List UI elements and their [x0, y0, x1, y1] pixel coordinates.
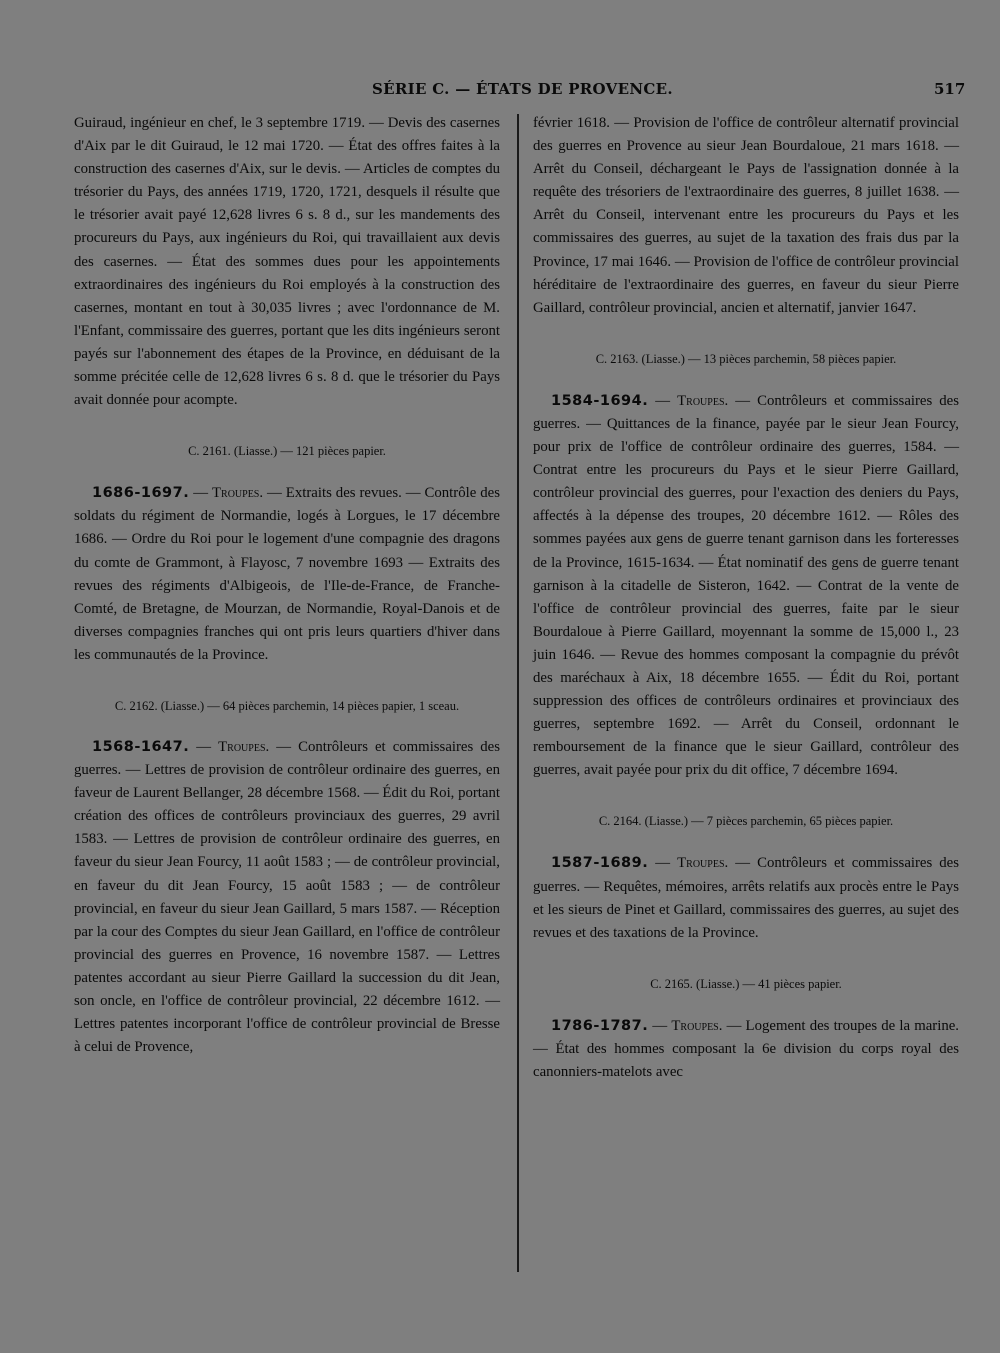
- continuation-paragraph: février 1618. — Provision de l'office de contrôleur alternatif provincial des guerres en Provence au sieur Jean Bourdaloue, 21 mars 1618. — Arrêt du Conseil, déchargeant le Pays de l'assignation donnée à la requête des trésoriers de l'extraordinaire des guerres, 8 juillet 1638. — Arrêt du Conseil, intervenant entre les procureurs du Pays et les commissaires des guerres, au sujet de la taxation des frais dus par la Province, 17 mai 1646. — Provision de l'office de contrôleur provincial héréditaire de l'extraordinaire des guerres, en faveur du sieur Pierre Gaillard, contrôleur provincial, ancien et alternatif, janvier 1647.: [533, 115, 959, 316]
- entry-text: — Contrôleurs et commissaires des guerres. — Requêtes, mémoires, arrêts relatifs aux procès entre le Pays et les sieurs de Pinet et Gaillard, commissaires des guerres, au sujet des revues et des taxations de la Province.: [533, 855, 960, 941]
- entry-date: 1587-1689.: [551, 855, 649, 872]
- continuation-paragraph: Guiraud, ingénieur en chef, le 3 septembre 1719. — Devis des casernes d'Aix par le dit Guiraud, le 12 mai 1720. — État des offres faites à la construction des casernes d'Aix, sur le devis. — Articles de comptes du trésorier du Pays, des années 1719, 1720, 1721, desquels il résulte que le trésorier avait payé 12,628 livres 6 s. 8 d., sur les mandements des procureurs du Pays, aux ingénieurs du Roi, qui travaillaient aux devis des casernes. — État des sommes dues pour les appointements extraordinaires des ingénieurs du Roi employés à la construction des casernes, montant en tout à 30,035 livres ; avec l'ordonnance de M. l'Enfant, commissaire des guerres, portant que les dits ingénieurs seront payés sur l'abonnement des étapes de la Province, en déduisant de la somme précitée celle de 12,628 livres 6 s. 8 d. que le trésorier du Pays avait donnée pour acompte.: [74, 115, 500, 409]
- running-title: SÉRIE C. — ÉTATS DE PROVENCE.: [372, 80, 673, 98]
- entry-rubric: Troupes.: [677, 392, 729, 409]
- entry-rubric: Troupes.: [211, 485, 264, 502]
- entry-paragraph: 1686-1697. — Troupes. — Extraits des revues. — Contrôle des soldats du régiment de Normandie, logés à Lorgues, le 17 décembre 1686. — Ordre du Roi pour le logement d'une compagnie des dragons du comte de Grammont, à Flayosc, 7 novembre 1693 — Extraits des revues des régiments d'Albigeois, de l'Ile-de-France, de Franche-Comté, de Bretagne, de Mourzan, de Normandie, Royal-Danois et de diverses compagnies franches qui ont pris leurs quartiers d'hiver dans les communautés de la Province.: [74, 485, 500, 663]
- entry-rubric: Troupes.: [677, 855, 729, 872]
- right-column: [533, 112, 959, 1084]
- entry-meta: C. 2163. (Liasse.) — 13 pièces parchemin, 58 pièces papier.: [595, 351, 897, 366]
- entry-date: 1568-1647.: [92, 738, 190, 755]
- entry-meta: C. 2162. (Liasse.) — 64 pièces parchemin, 14 pièces papier, 1 sceau.: [114, 698, 460, 713]
- entry-date: 1584-1694.: [551, 392, 649, 409]
- entry-rubric: Troupes.: [218, 738, 270, 755]
- entry-date: 1686-1697.: [92, 485, 190, 502]
- page-header: [0, 80, 1000, 104]
- entry-paragraph: 1587-1689. — Troupes. — Contrôleurs et commissaires des guerres. — Requêtes, mémoires, arrêts relatifs aux procès entre le Pays et les sieurs de Pinet et Gaillard, commissaires des guerres, au sujet des revues et des taxations de la Province.: [533, 855, 960, 941]
- entry-meta: C. 2165. (Liasse.) — 41 pièces papier.: [650, 976, 842, 991]
- entry-text: — Contrôleurs et commissaires des guerres. — Quittances de la finance, payée par le sieur Jean Fourcy, pour prix de l'office de contrôleur ordinaire des guerres, 1584. — Contrat entre les procureurs du Pays et le sieur Pierre Gaillard, contrôleur provincial des guerres, pour l'exaction des deniers du Pays, affectés à la dépense des troupes, 20 décembre 1612. — Rôles des sommes payées aux gens de guerre tenant garnison dans les forteresses de la Province, 1615-1634. — État nominatif des gens de guerre tenant garnison à la citadelle de Sisteron, 1642. — Contrat de la vente de l'office de contrôleur provincial des guerres, faite par le sieur Bourdaloue à Pierre Gaillard, moyennant la somme de 15,000 l., 23 juin 1646. — Revue des hommes composant la compagnie du prévôt des maréchaux à Aix, 18 décembre 1655. — Édit du Roi, portant suppression des offices de contrôleurs ordinaires et provinciaux des guerres, septembre 1692. — Arrêt du Conseil, ordonnant le remboursement de la finance que le sieur Gaillard, contrôleur des guerres, avait payée pour prix du dit office, 7 décembre 1694.: [533, 392, 960, 779]
- page-number: 517: [934, 80, 966, 98]
- entry-meta: C. 2164. (Liasse.) — 7 pièces parchemin, 65 pièces papier.: [598, 814, 894, 829]
- entry-paragraph: 1584-1694. — Troupes. — Contrôleurs et commissaires des guerres. — Quittances de la finance, payée par le sieur Jean Fourcy, pour prix de l'office de contrôleur ordinaire des guerres, 1584. — Contrat entre les procureurs du Pays et le sieur Pierre Gaillard, contrôleur provincial des guerres, pour l'exaction des deniers du Pays, affectés à la dépense des troupes, 20 décembre 1612. — Rôles des sommes payées aux gens de guerre tenant garnison dans les forteresses de la Province, 1615-1634. — État nominatif des gens de guerre tenant garnison à la citadelle de Sisteron, 1642. — Contrat de la vente de l'office de contrôleur provincial des guerres, faite par le sieur Bourdaloue à Pierre Gaillard, moyennant la somme de 15,000 l., 23 juin 1646. — Revue des hommes composant la compagnie du prévôt des maréchaux à Aix, 18 décembre 1655. — Édit du Roi, portant suppression des offices de contrôleurs ordinaires et provinciaux des guerres, septembre 1692. — Arrêt du Conseil, ordonnant le remboursement de la finance que le sieur Gaillard, contrôleur des guerres, avait payée pour prix du dit office, 7 décembre 1694.: [533, 392, 960, 779]
- entry-paragraph: 1568-1647. — Troupes. — Contrôleurs et commissaires des guerres. — Lettres de provision de contrôleur ordinaire des guerres, en faveur de Laurent Bellanger, 28 décembre 1568. — Édit du Roi, portant création des offices de contrôleurs provinciaux des guerres, 29 avril 1583. — Lettres de provision de contrôleur ordinaire des guerres, en faveur du sieur Jean Fourcy, 11 août 1583 ; — de contrôleur provincial, en faveur du dit Jean Fourcy, 15 août 1583 ; — de contrôleur provincial, en faveur du sieur Jean Gaillard, 5 mars 1587. — Réception par la cour des Comptes du sieur Jean Gaillard, en l'office de contrôleur provincial des guerres en Provence, 16 novembre 1587. — Lettres patentes accordant au sieur Pierre Gaillard la succession du dit Jean, son oncle, en l'office de contrôleur provincial, 22 décembre 1612. — Lettres patentes incorporant l'office de contrôleur provincial de Bresse à celui de Provence,: [74, 738, 501, 1056]
- entry-meta: C. 2161. (Liasse.) — 121 pièces papier.: [188, 444, 386, 459]
- left-column: [74, 112, 500, 1059]
- entry-rubric: Troupes.: [671, 1017, 723, 1034]
- entry-text: — Extraits des revues. — Contrôle des soldats du régiment de Normandie, logés à Lorgues, le 17 décembre 1686. — Ordre du Roi pour le logement d'une compagnie des dragons du comte de Grammont, à Flayosc, 7 novembre 1693 — Extraits des revues des régiments d'Albigeois, de l'Ile-de-France, de Franche-Comté, de Bretagne, de Mourzan, de Normandie, Royal-Danois et de diverses compagnies franches qui ont pris leurs quartiers d'hiver dans les communautés de la Province.: [74, 485, 500, 663]
- entry-date: 1786-1787.: [551, 1017, 649, 1034]
- entry-paragraph: 1786-1787. — Troupes. — Logement des troupes de la marine. — État des hommes composant la 6e division du corps royal des canonniers-matelots avec: [533, 1017, 959, 1080]
- column-divider: [517, 114, 519, 1272]
- entry-text: — Contrôleurs et commissaires des guerres. — Lettres de provision de contrôleur ordinaire des guerres, en faveur de Laurent Bellanger, 28 décembre 1568. — Édit du Roi, portant création des offices de contrôleurs provinciaux des guerres, 29 avril 1583. — Lettres de provision de contrôleur ordinaire des guerres, en faveur du sieur Jean Fourcy, 11 août 1583 ; — de contrôleur provincial, en faveur du dit Jean Fourcy, 15 août 1583 ; — de contrôleur provincial, en faveur du sieur Jean Gaillard, 5 mars 1587. — Réception par la cour des Comptes du sieur Jean Gaillard, en l'office de contrôleur provincial des guerres en Provence, 16 novembre 1587. — Lettres patentes accordant au sieur Pierre Gaillard la succession du dit Jean, son oncle, en l'office de contrôleur provincial, 22 décembre 1612. — Lettres patentes incorporant l'office de contrôleur provincial de Bresse à celui de Provence,: [74, 738, 501, 1056]
- entry-text: — Logement des troupes de la marine. — État des hommes composant la 6e division du corps royal des canonniers-matelots avec: [533, 1017, 959, 1080]
